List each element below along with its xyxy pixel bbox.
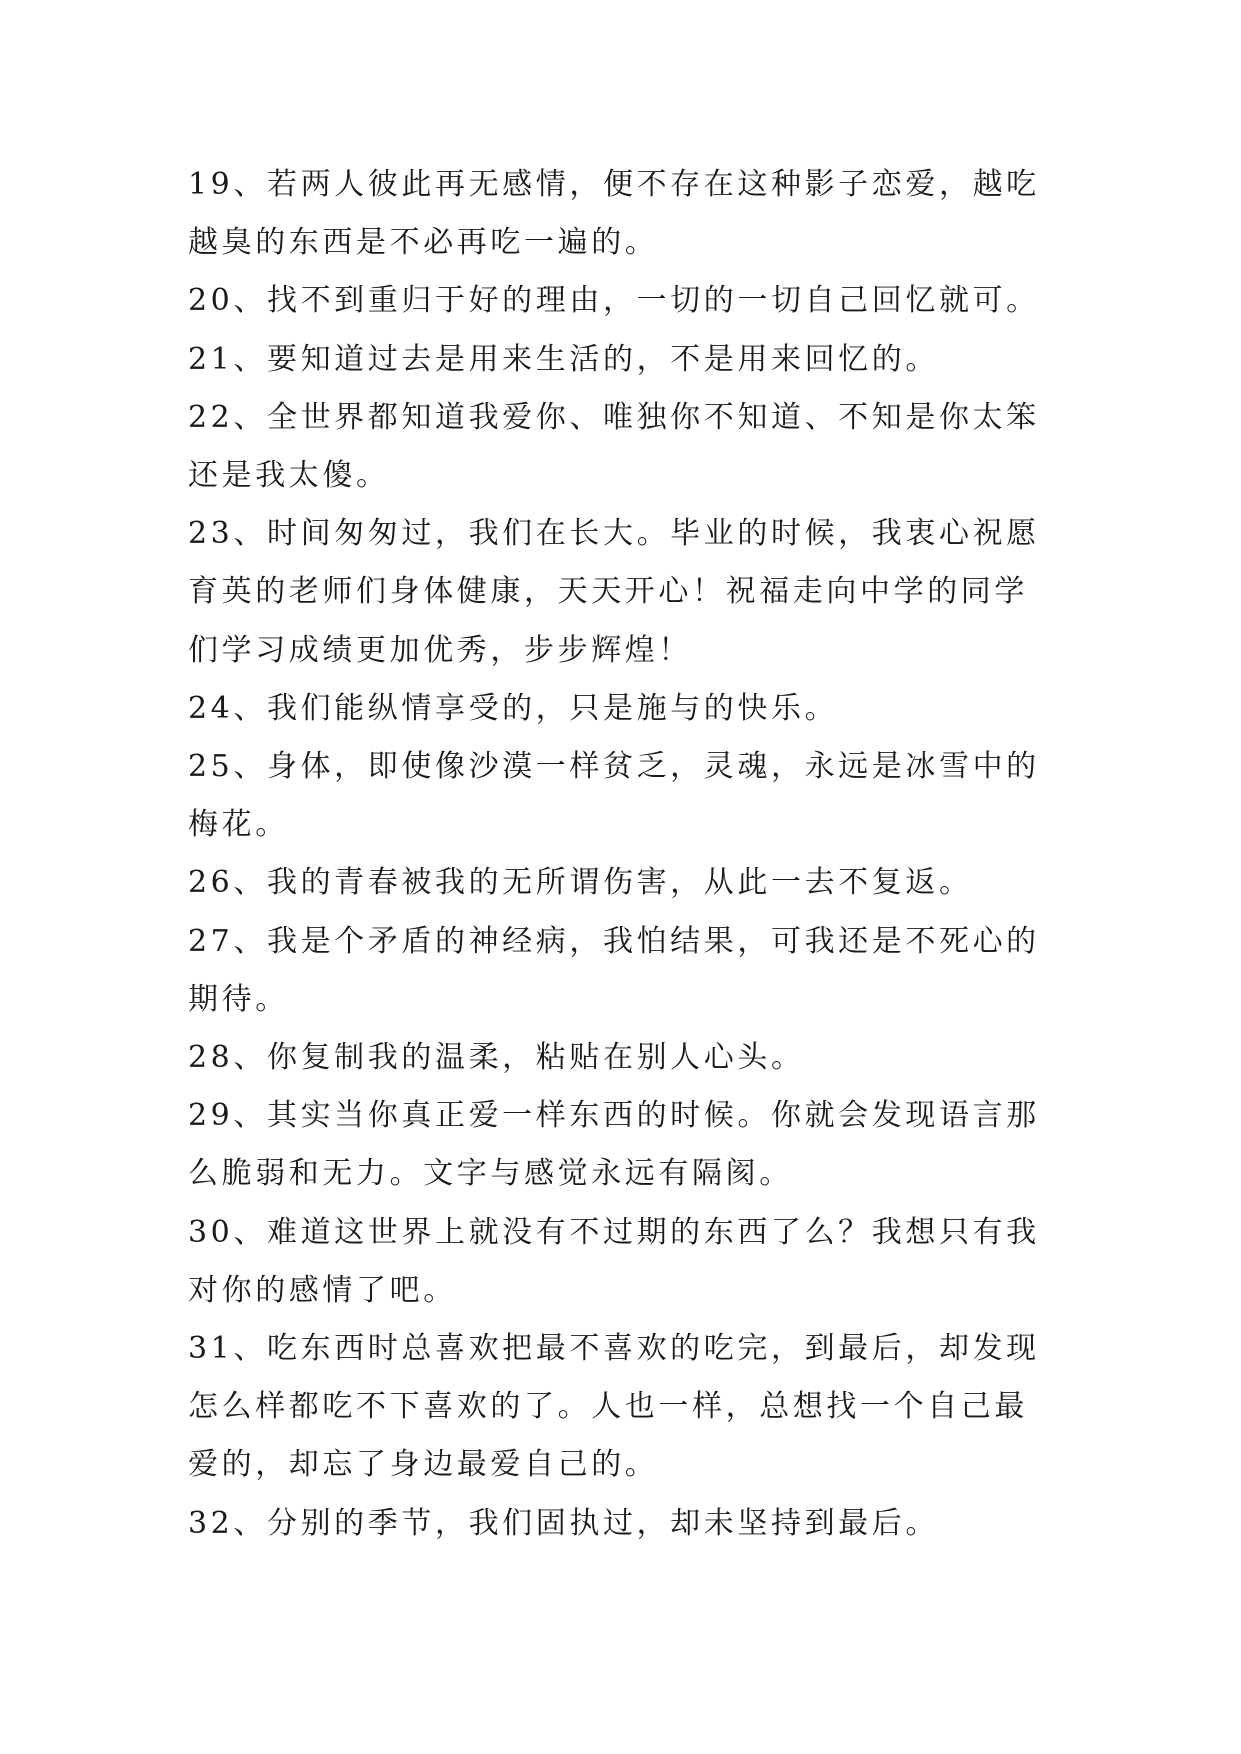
document-body — [188, 156, 1054, 1553]
quote-paragraph-28: 28、你复制我的温柔，粘贴在别人心头。 — [188, 1040, 805, 1076]
quote-paragraph-26: 26、我的青春被我的无所谓伤害，从此一去不复返。 — [188, 865, 973, 901]
quote-paragraph-30: 30、难道这世界上就没有不过期的东西了么？我想只有我对你的感情了吧。 — [188, 1214, 1040, 1308]
quote-paragraph-19: 19、若两人彼此再无感情，便不存在这种影子恋爱，越吃越臭的东西是不必再吃一遍的。 — [188, 167, 1040, 261]
quote-paragraph-27: 27、我是个矛盾的神经病，我怕结果，可我还是不死心的期待。 — [188, 923, 1040, 1017]
quote-paragraph-20: 20、找不到重归于好的理由，一切的一切自己回忆就可。 — [188, 283, 1040, 319]
quote-paragraph-22: 22、全世界都知道我爱你、唯独你不知道、不知是你太笨还是我太傻。 — [188, 399, 1040, 494]
quote-paragraph-23: 23、时间匆匆过，我们在长大。毕业的时候，我衷心祝愿育英的老师们身体健康，天天开心！祝福走向中学的同学们学习成绩更加优秀，步步辉煌！ — [188, 516, 1040, 668]
quote-paragraph-31: 31、吃东西时总喜欢把最不喜欢的吃完，到最后，却发现怎么样都吃不下喜欢的了。人也一样，总想找一个自己最爱的，却忘了身边最爱自己的。 — [188, 1331, 1040, 1483]
quote-paragraph-32: 32、分别的季节，我们固执过，却未坚持到最后。 — [188, 1505, 939, 1541]
quote-paragraph-25: 25、身体，即使像沙漠一样贫乏，灵魂，永远是冰雪中的梅花。 — [188, 749, 1040, 843]
quote-paragraph-21: 21、要知道过去是用来生活的，不是用来回忆的。 — [188, 341, 939, 377]
quote-paragraph-24: 24、我们能纵情享受的，只是施与的快乐。 — [188, 690, 839, 726]
quote-paragraph-29: 29、其实当你真正爱一样东西的时候。你就会发现语言那么脆弱和无力。文字与感觉永远有隔阂。 — [188, 1098, 1040, 1192]
